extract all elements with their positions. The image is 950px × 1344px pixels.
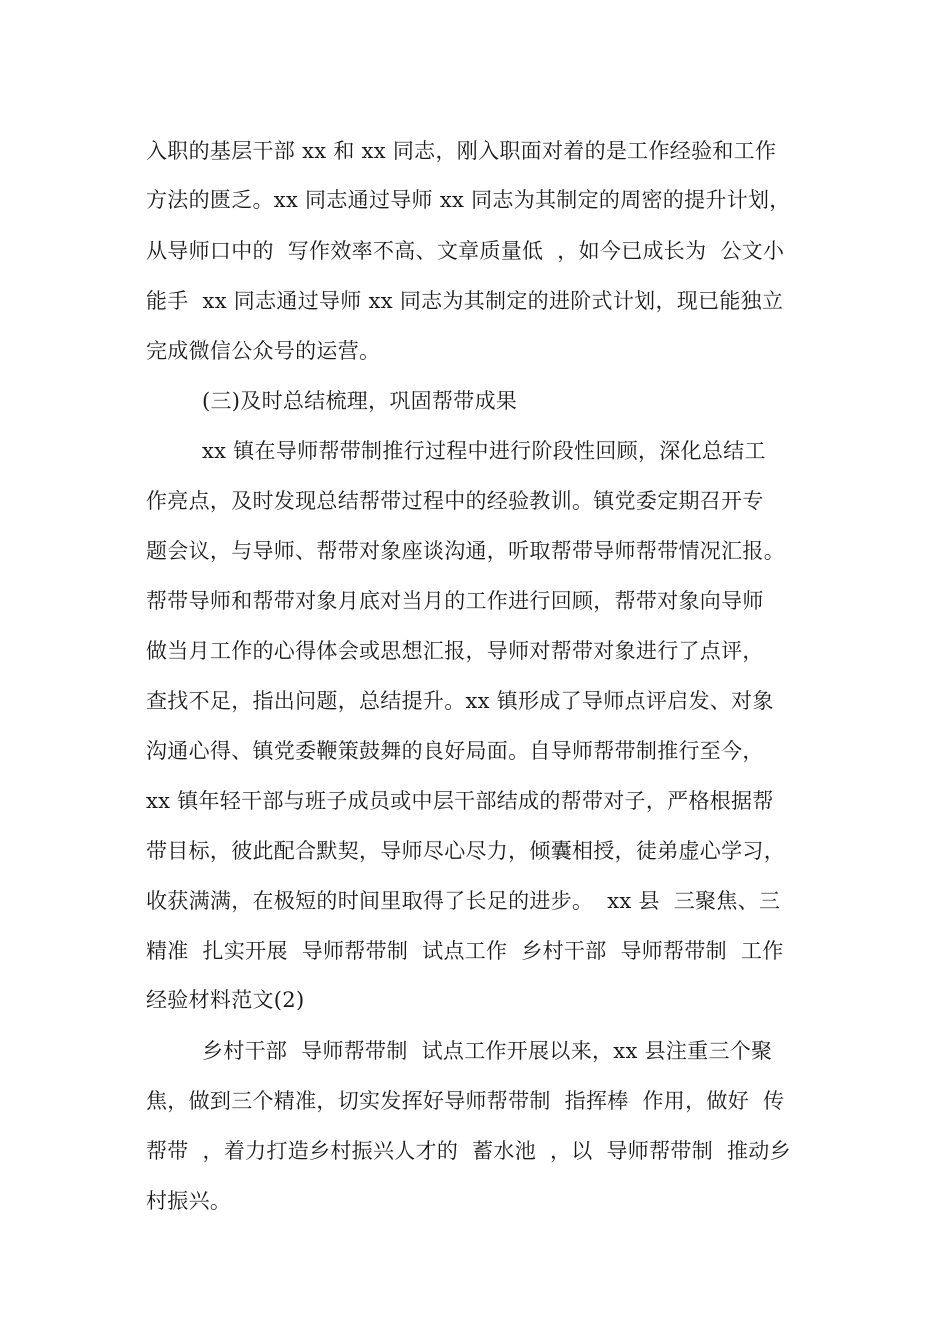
text-line: 乡村干部 导师帮带制 试点工作开展以来，xx 县注重三个聚 [202, 1039, 773, 1063]
text-line: 收获满满，在极短的时间里取得了长足的进步。 xx 县 三聚焦、三 [146, 889, 781, 913]
text-line: 焦，做到三个精准，切实发挥好导师帮带制 指挥棒 作用，做好 传 [146, 1089, 785, 1113]
text-line: 题会议，与导师、帮带对象座谈沟通，听取帮带导师帮带情况汇报。 [146, 539, 785, 563]
text-line: 查找不足，指出问题，总结提升。xx 镇形成了导师点评启发、对象 [146, 689, 774, 713]
section-heading: (三)及时总结梳理，巩固帮带成果 [202, 389, 518, 413]
text-line: 帮带 ，着力打造乡村振兴人才的 蓄水池 ，以 导师帮带制 推动乡 [146, 1139, 791, 1163]
text-line: 精准 扎实开展 导师帮带制 试点工作 乡村干部 导师帮带制 工作 [146, 939, 784, 963]
text-line: 做当月工作的心得体会或思想汇报，导师对帮带对象进行了点评， [146, 639, 764, 663]
text-line: 完成微信公众号的运营。 [146, 339, 381, 363]
text-line: xx 镇年轻干部与班子成员或中层干部结成的帮带对子，严格根据帮 [146, 789, 774, 813]
text-line: 从导师口中的 写作效率不高、文章质量低 ，如今已成长为 公文小 [146, 239, 785, 263]
text-line: xx 镇在导师帮带制推行过程中进行阶段性回顾，深化总结工 [202, 439, 766, 463]
text-line: 方法的匮乏。xx 同志通过导师 xx 同志为其制定的周密的提升计划， [146, 188, 791, 212]
text-line: 沟通心得、镇党委鞭策鼓舞的良好局面。自导师帮带制推行至今， [146, 739, 764, 763]
text-line: 帮带导师和帮带对象月底对当月的工作进行回顾，帮带对象向导师 [146, 589, 764, 613]
text-line: 作亮点，及时发现总结帮带过程中的经验教训。镇党委定期召开专 [146, 489, 764, 513]
text-line: 入职的基层干部 xx 和 xx 同志，刚入职面对着的是工作经验和工作 [146, 139, 777, 163]
text-line: 村振兴。 [146, 1189, 232, 1213]
text-line: 带目标，彼此配合默契，导师尽心尽力，倾囊相授，徒弟虚心学习， [146, 839, 785, 863]
text-line: 能手 xx 同志通过导师 xx 同志为其制定的进阶式计划，现已能独立 [146, 289, 784, 313]
text-line: 经验材料范文(2) [146, 988, 305, 1012]
